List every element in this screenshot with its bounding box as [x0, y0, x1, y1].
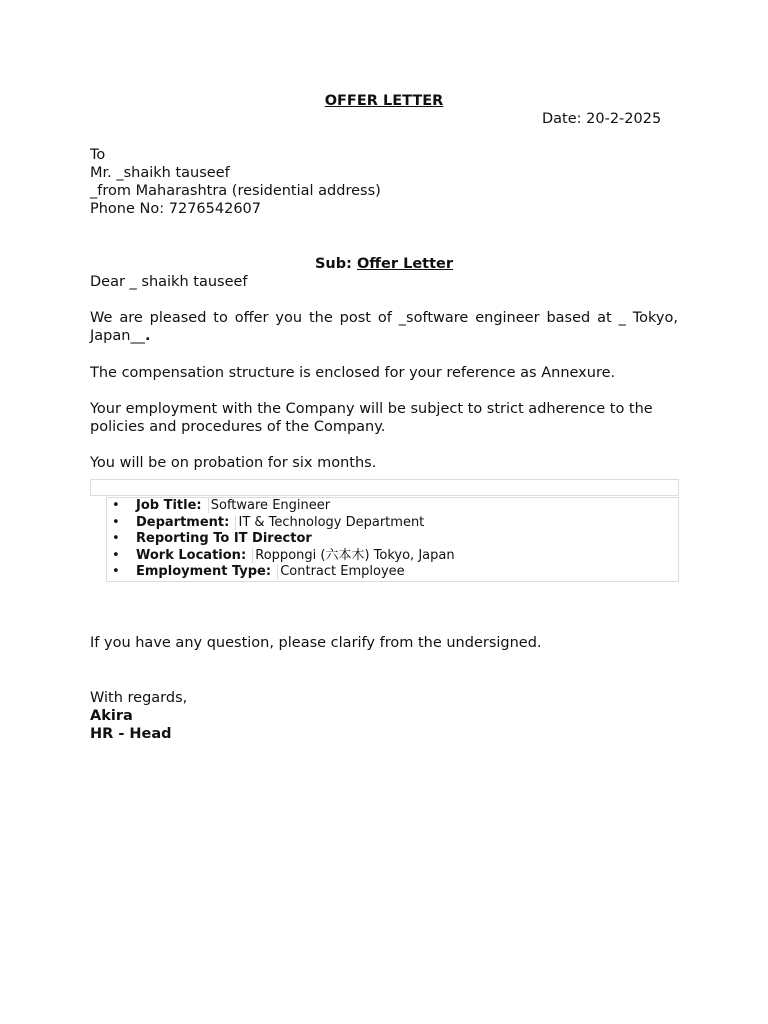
detail-value: Contract Employee	[277, 564, 404, 579]
detail-reporting-to	[107, 531, 455, 548]
detail-employment-type	[107, 564, 455, 581]
detail-label: Department:	[136, 514, 230, 530]
bullet-icon: •	[112, 564, 120, 579]
employment-details-box	[106, 497, 679, 582]
bullet-icon: •	[112, 514, 120, 530]
compensation-paragraph: The compensation structure is enclosed for your reference as Annexure.	[90, 365, 616, 381]
detail-value: Roppongi (六本木) Tokyo, Japan	[252, 548, 454, 563]
detail-label: Employment Type:	[136, 564, 272, 579]
offer-paragraph-text: We are pleased to offer you the post of _software engineer based at _ Tokyo, Japan__	[90, 310, 678, 344]
offer-paragraph	[90, 309, 678, 345]
empty-table-row	[90, 479, 679, 496]
bullet-icon: •	[112, 498, 120, 513]
detail-job-title	[107, 498, 455, 515]
bullet-icon: •	[112, 547, 120, 563]
detail-label: Reporting To IT Director	[136, 531, 312, 546]
subject-label: Sub:	[314, 256, 357, 272]
detail-department	[107, 515, 455, 532]
employment-details-list	[107, 498, 455, 581]
recipient-to: To	[90, 147, 106, 163]
recipient-name: Mr. _shaikh tauseef	[90, 165, 230, 181]
recipient-address: _from Maharashtra (residential address)	[90, 183, 381, 199]
bullet-icon: •	[112, 531, 120, 546]
subject-line	[0, 255, 768, 273]
letter-date: Date: 20-2-2025	[542, 111, 662, 127]
recipient-phone: Phone No: 7276542607	[90, 201, 261, 217]
detail-value: IT & Technology Department	[235, 515, 424, 530]
detail-value: Software Engineer	[208, 498, 330, 513]
recipient-block	[90, 146, 381, 218]
probation-paragraph: You will be on probation for six months.	[90, 455, 377, 471]
detail-label: Job Title:	[136, 498, 202, 513]
detail-value	[314, 531, 316, 546]
policy-paragraph: Your employment with the Company will be subject to strict adherence to the policies and procedures of the Company.	[90, 401, 653, 435]
detail-work-location	[107, 548, 455, 565]
offer-paragraph-period: .	[144, 328, 151, 344]
letter-title: OFFER LETTER	[324, 93, 444, 109]
closing-regards: With regards,	[90, 690, 188, 706]
signatory-name: Akira	[90, 708, 133, 724]
subject-value: Offer Letter	[356, 256, 454, 272]
signatory-role: HR - Head	[90, 726, 172, 742]
closing-question: If you have any question, please clarify from the undersigned.	[90, 635, 542, 651]
salutation: Dear _ shaikh tauseef	[90, 274, 248, 290]
detail-label: Work Location:	[136, 547, 247, 563]
